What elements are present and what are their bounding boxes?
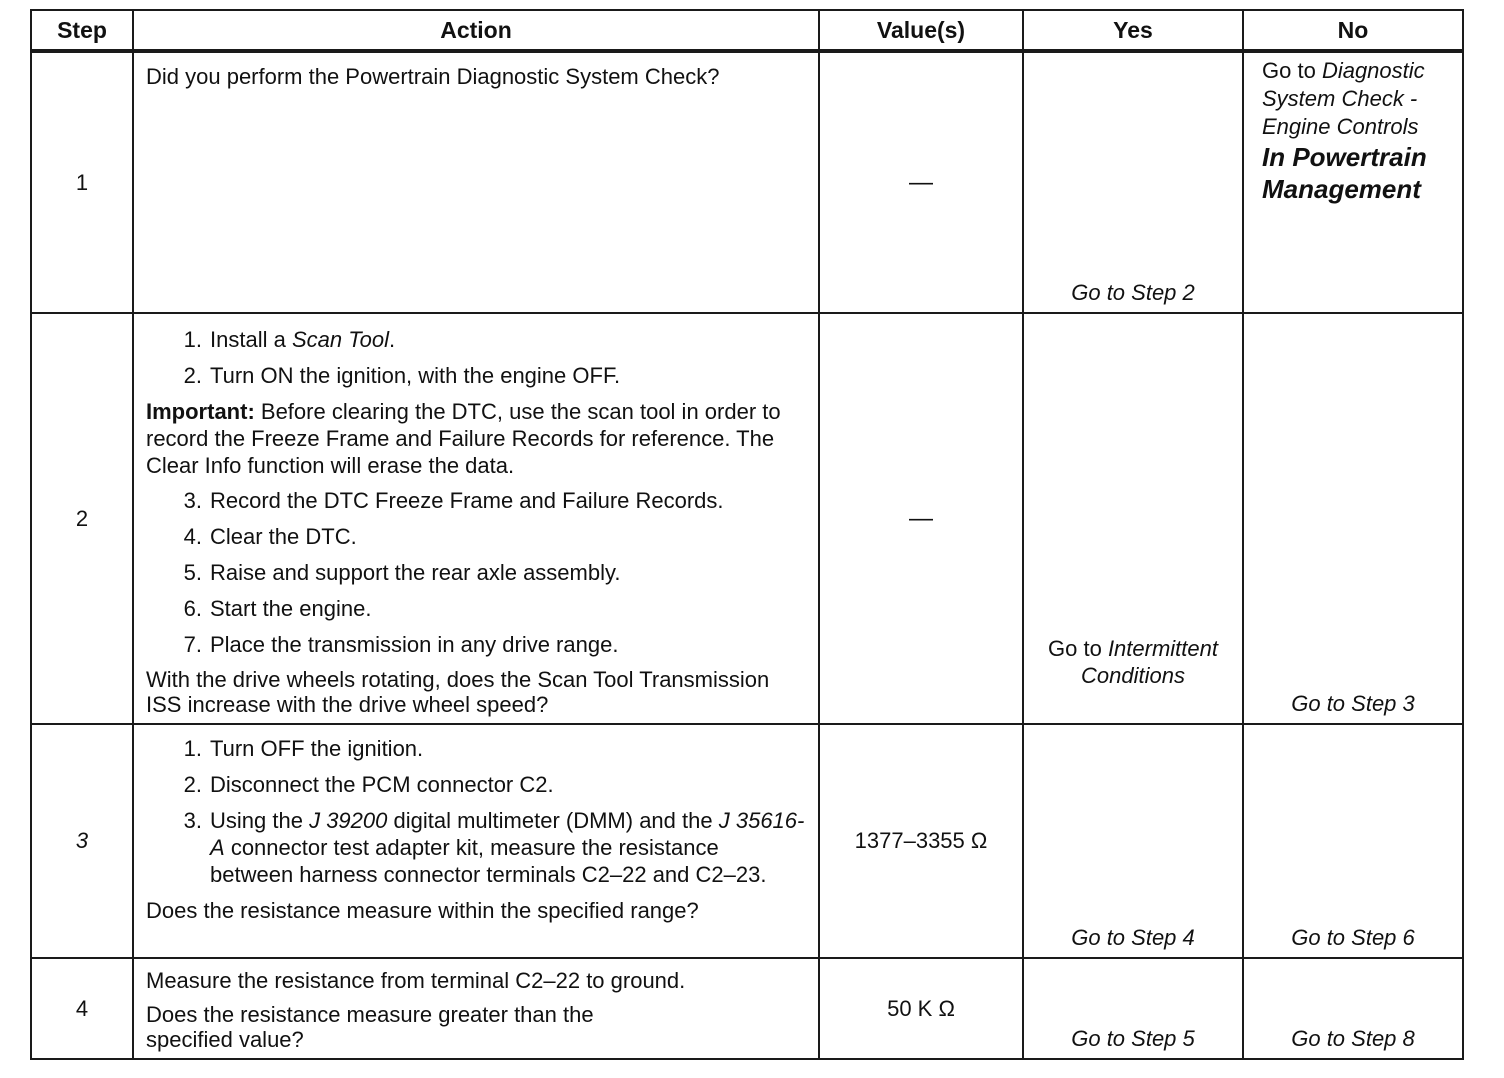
step-number: 1	[31, 51, 133, 313]
action-text: Measure the resistance from terminal C2–22 to ground.	[146, 968, 686, 993]
no-cell	[1243, 724, 1463, 958]
action-cell	[133, 724, 819, 958]
yes-link[interactable]: Go to Step 5	[1071, 1026, 1195, 1051]
value-cell	[819, 724, 1023, 958]
step-list	[146, 487, 806, 658]
yes-link[interactable]: Go to Step 4	[1071, 925, 1195, 950]
list-item: 1. Install a Scan Tool.	[183, 327, 396, 352]
step-list	[146, 326, 806, 389]
step-number: 2	[31, 313, 133, 724]
no-cell	[1243, 313, 1463, 724]
table-row-step-3	[31, 724, 1463, 958]
list-item: 2. Turn ON the ignition, with the engine OFF.	[183, 363, 621, 388]
no-link[interactable]	[1244, 53, 1462, 205]
question-text: Does the resistance measure greater than the specified value?	[146, 1002, 594, 1052]
step-number: 3	[31, 724, 133, 958]
header-step: Step	[31, 10, 133, 51]
question-text: Does the resistance measure within the specified range?	[146, 898, 699, 923]
list-item: 7. Place the transmission in any drive range.	[183, 632, 619, 657]
list-item: 5. Raise and support the rear axle assembly.	[183, 560, 621, 585]
header-row	[31, 10, 1463, 51]
value-cell	[819, 958, 1023, 1059]
action-cell	[133, 51, 819, 313]
header-yes: Yes	[1023, 10, 1243, 51]
list-item: 3. Record the DTC Freeze Frame and Failure Records.	[183, 488, 724, 513]
no-link[interactable]: Go to Step 8	[1291, 1026, 1415, 1051]
yes-cell	[1023, 724, 1243, 958]
yes-cell	[1023, 51, 1243, 313]
important-note: Important: Before clearing the DTC, use the scan tool in order to record the Freeze Frame and Failure Records for reference. The Clear Info function will erase the data.	[146, 399, 781, 478]
list-item: 2. Disconnect the PCM connector C2.	[183, 772, 554, 797]
no-prefix: Go to	[1262, 58, 1316, 83]
table-row-step-2	[31, 313, 1463, 724]
yes-link[interactable]: Go to Intermittent Conditions	[1048, 636, 1218, 688]
value-cell	[819, 313, 1023, 724]
table-row-step-4	[31, 958, 1463, 1059]
list-item: 3. Using the J 39200 digital multimeter (DMM) and the J 35616-A connector test adapter kit, measure the resistance between harness connector terminals C2–22 and C2–23.	[183, 808, 805, 887]
value-dash: —	[909, 168, 933, 196]
value-dash: —	[909, 504, 933, 532]
header-values: Value(s)	[819, 10, 1023, 51]
value-text: 50 K Ω	[887, 995, 955, 1021]
action-text: Did you perform the Powertrain Diagnostic System Check?	[146, 64, 720, 89]
table-row-step-1	[31, 51, 1463, 313]
list-item: 1. Turn OFF the ignition.	[183, 736, 424, 761]
yes-link[interactable]: Go to Step 2	[1071, 280, 1195, 305]
yes-cell	[1023, 313, 1243, 724]
no-cell	[1243, 958, 1463, 1059]
no-link[interactable]: Go to Step 6	[1291, 925, 1415, 950]
no-cell	[1243, 51, 1463, 313]
step-list	[146, 735, 806, 888]
no-bold-target: In Powertrain Management	[1262, 142, 1427, 204]
question-text: With the drive wheels rotating, does the Scan Tool Transmission ISS increase with the drive wheel speed?	[146, 667, 770, 717]
yes-cell	[1023, 958, 1243, 1059]
list-item: 6. Start the engine.	[183, 596, 372, 621]
action-cell	[133, 958, 819, 1059]
list-item: 4. Clear the DTC.	[183, 524, 357, 549]
no-italic-target: Diagnostic System Check - Engine Controls	[1262, 58, 1425, 139]
action-cell	[133, 313, 819, 724]
diagnostic-table	[30, 9, 1464, 1060]
step-number: 4	[31, 958, 133, 1059]
no-link[interactable]: Go to Step 3	[1291, 691, 1415, 716]
header-no: No	[1243, 10, 1463, 51]
value-text: 1377–3355 Ω	[854, 828, 988, 853]
value-cell	[819, 51, 1023, 313]
header-action: Action	[133, 10, 819, 51]
